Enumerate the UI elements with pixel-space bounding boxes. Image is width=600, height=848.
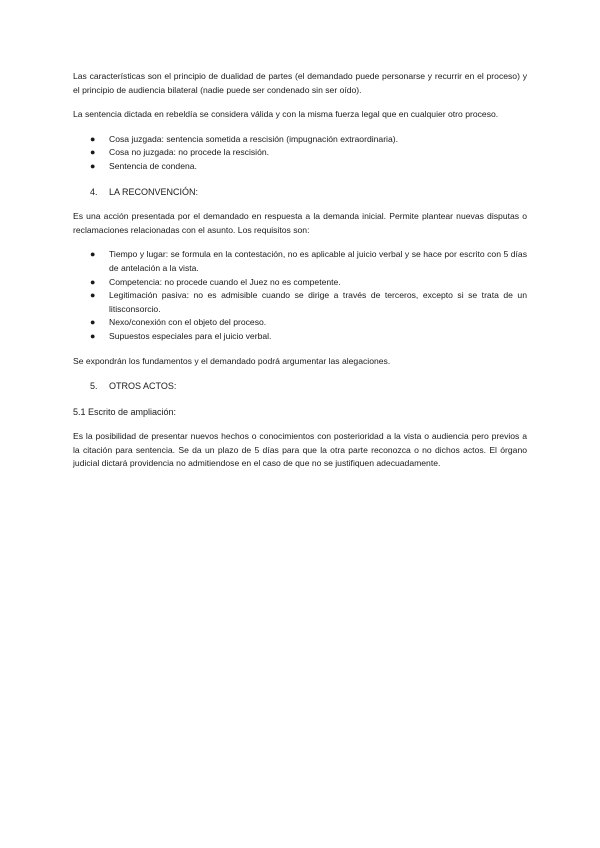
document-body — [73, 70, 527, 471]
section-number: 5. — [90, 381, 98, 392]
subsection-heading: 5.1 Escrito de ampliación: — [73, 406, 177, 417]
bullet-icon: ● — [90, 276, 96, 287]
section-title: OTROS ACTOS: — [109, 381, 177, 392]
list-item: ● Nexo/conexión con el objeto del proceso. — [90, 316, 527, 330]
paragraph-default-judgment: La sentencia dictada en rebeldía se considera válida y con la misma fuerza legal que en cualquier otro proceso. — [73, 109, 499, 120]
paragraph-ampliacion: Es la posibilidad de presentar nuevos hechos o conocimientos con posterioridad a la vista o audiencia pero previos a la citación para sentencia. Se da un plazo de 5 días para que la otra parte reconozca o no dichos actos. El órgano judicial dictará providencia no admitiendose en el caso de que no se justifiquen adecuadamente. — [73, 431, 527, 469]
paragraph-characteristics: Las características son el principio de dualidad de partes (el demandado puede personarse y recurrir en el proceso) y el principio de audiencia bilateral (nadie puede ser condenado sin ser oído). — [73, 71, 527, 95]
list-item: ● Cosa no juzgada: no procede la rescisión. — [90, 146, 527, 160]
bullet-icon: ● — [90, 249, 96, 260]
list-item: ● Legitimación pasiva: no es admisible cuando se dirige a través de terceros, excepto si se trata de un litisconsorcio. — [90, 290, 527, 314]
paragraph-fundamentos: Se expondrán los fundamentos y el demandado podrá argumentar las alegaciones. — [73, 355, 391, 366]
bullet-icon: ● — [90, 330, 96, 341]
bullet-icon: ● — [90, 290, 96, 301]
bullet-icon: ● — [90, 133, 96, 144]
bullet-icon: ● — [90, 317, 96, 328]
section-heading-otros-actos — [73, 380, 527, 394]
list-item: ● Competencia: no procede cuando el Juez no es competente. — [90, 276, 527, 290]
list-item: ● Cosa juzgada: sentencia sometida a rescisión (impugnación extraordinaria). — [90, 133, 527, 147]
list-item: ● Sentencia de condena. — [90, 160, 527, 174]
section-heading-reconvencion — [73, 186, 527, 200]
bullet-icon: ● — [90, 147, 96, 158]
res-judicata-list — [73, 133, 527, 174]
bullet-icon: ● — [90, 160, 96, 171]
section-title: LA RECONVENCIÓN: — [109, 186, 199, 197]
list-item: ● Supuestos especiales para el juicio verbal. — [90, 330, 527, 344]
section-number: 4. — [90, 186, 98, 197]
paragraph-reconvencion: Es una acción presentada por el demandado en respuesta a la demanda inicial. Permite plantear nuevas disputas o reclamaciones relacionadas con el asunto. Los requisitos son: — [73, 211, 527, 235]
requirements-list — [73, 248, 527, 343]
list-item: ● Tiempo y lugar: se formula en la contestación, no es aplicable al juicio verbal y se hace por escrito con 5 días de antelación a la vista. — [90, 249, 527, 273]
